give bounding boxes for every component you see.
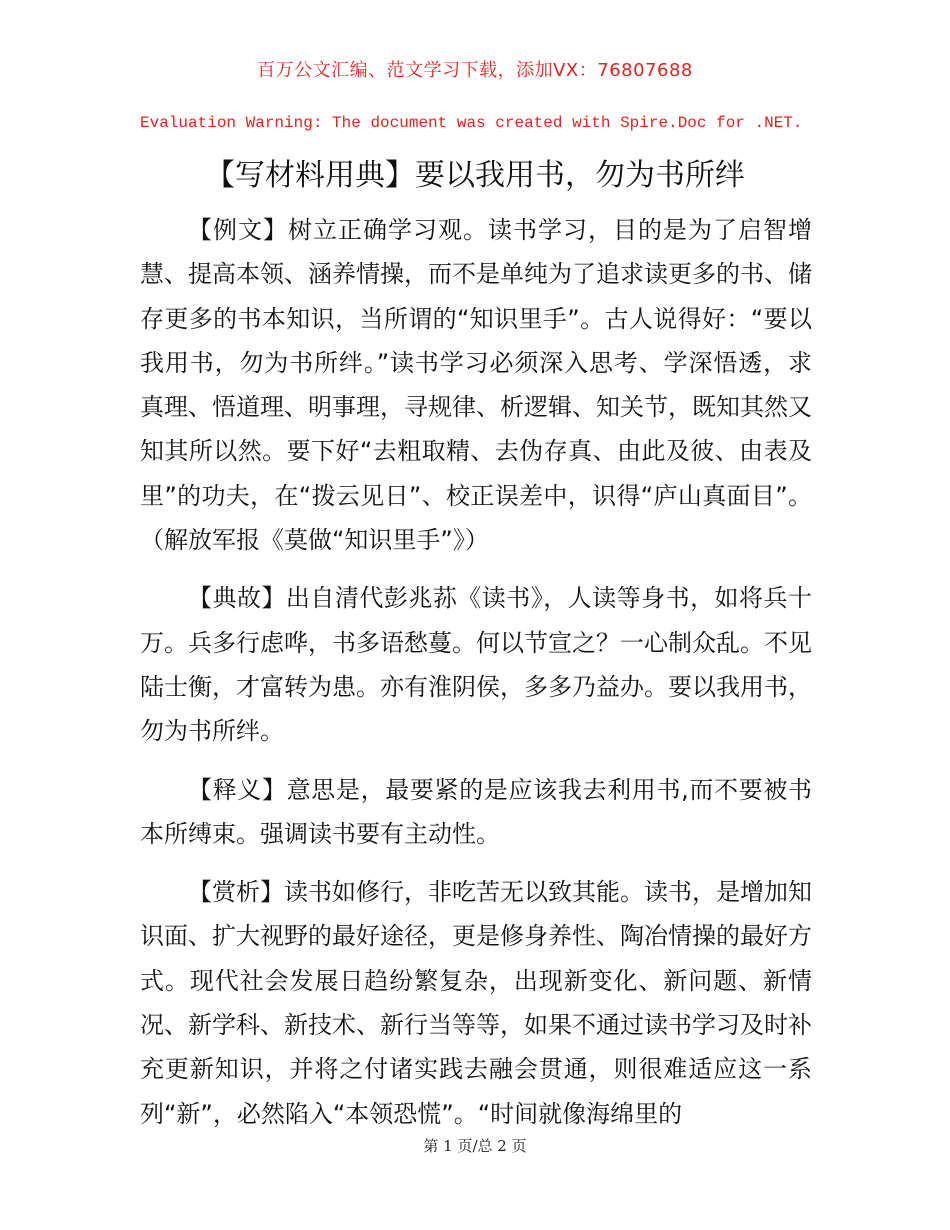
- paragraph-text: 树立正确学习观。读书学习，目的是为了启智增慧、提高本领、涵养情操，而不是单纯为了追求读更多的书、储存更多的书本知识，当所谓的“知识里手”。古人说得好：“要以我用书，勿为书所绊。”读书学习必须深入思考、学深悟透，求真理、悟道理、明事理，寻规律、析逻辑、知关节，既知其然又知其所以然。要下好“去粗取精、去伪存真、由此及彼、由表及里”的功夫，在“拨云见日”、校正误差中，识得“庐山真面目”。（解放军报《莫做“知识里手”》）: [140, 216, 812, 555]
- paragraph-text: 意思是，最要紧的是应该我去利用书,而不要被书本所缚束。强调读书要有主动性。: [140, 775, 812, 848]
- paragraph-tag: 【例文】: [188, 216, 288, 244]
- paragraph-tag: 【释义】: [188, 775, 287, 804]
- paragraph-meaning: [140, 768, 812, 857]
- paragraph-allusion: [140, 576, 812, 753]
- paragraph-text: 读书如修行，非吃苦无以致其能。读书，是增加知识面、扩大视野的最好途径，更是修身养性、陶冶情操的最好方式。现代社会发展日趋纷繁复杂，出现新变化、新问题、新情况、新学科、新技术、新行当等等，如果不通过读书学习及时补充更新知识，并将之付诸实践去融会贯通，则很难适应这一系列“新”，必然陷入“本领恐慌”。“时间就像海绵里的: [140, 878, 812, 1128]
- page-footer: 第 1 页/总 2 页: [423, 1137, 527, 1155]
- document-body: [140, 208, 812, 1150]
- paragraph-text: 出自清代彭兆荪《读书》，人读等身书，如将兵十万。兵多行虑哗，书多语愁蔓。何以节宣之？一心制众乱。不见陆士衡，才富转为患。亦有淮阴侯，多多乃益办。要以我用书，勿为书所绊。: [140, 584, 813, 746]
- paragraph-tag: 【赏析】: [188, 878, 284, 907]
- paragraph-appreciation: [140, 870, 812, 1136]
- evaluation-warning: Evaluation Warning: The document was created with Spire.Doc for .NET.: [140, 114, 803, 132]
- document-title: 【写材料用典】要以我用书，勿为书所绊: [205, 158, 745, 193]
- paragraph-example: [140, 208, 812, 562]
- paragraph-tag: 【典故】: [188, 584, 286, 613]
- header-banner: 百万公文汇编、范文学习下载，添加VX：76807688: [257, 60, 693, 81]
